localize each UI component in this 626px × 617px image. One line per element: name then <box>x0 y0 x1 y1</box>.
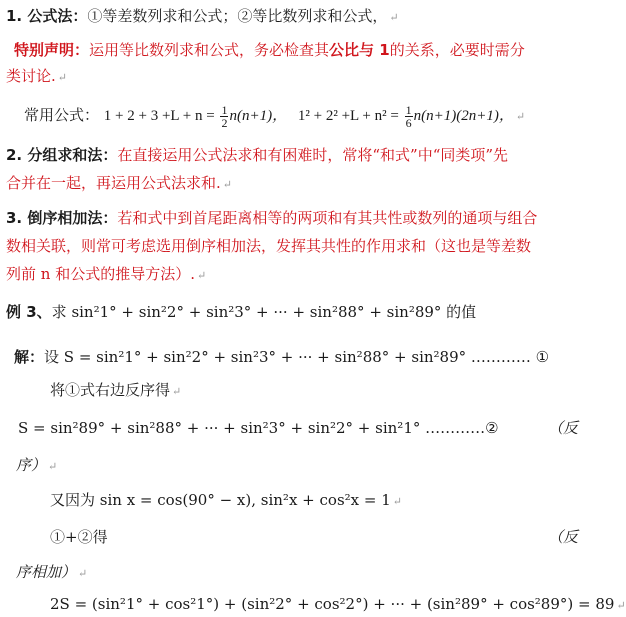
return-mark: ↵ <box>392 495 402 508</box>
solution-line-5 <box>50 490 402 512</box>
section-1-formula-method <box>6 6 399 28</box>
fraction-one-half <box>220 104 228 129</box>
solution-step-3-tail: （反 <box>548 419 579 437</box>
solution-line-3-tail <box>548 418 578 438</box>
section-3-line-3 <box>6 264 206 286</box>
section-2-line-2 <box>6 173 232 195</box>
common-formulas-label: 常用公式： <box>24 106 100 124</box>
solution-line-4 <box>16 455 57 477</box>
special-note-label: 特别声明： <box>14 41 90 59</box>
solution-step-7: 序相加） <box>16 563 77 581</box>
section-3-text: 若和式中到首尾距离相等的两项和有其共性或数列的通项与组合 <box>117 209 538 227</box>
solution-line-1 <box>14 347 549 367</box>
section-3-line-2 <box>6 236 531 256</box>
solution-label: 解： <box>14 348 45 366</box>
formula-sum-squares-right: n(n+1)(2n+1)， <box>413 108 514 124</box>
fraction-denominator: 6 <box>405 115 412 130</box>
solution-line-3 <box>18 418 499 438</box>
special-note-text: 运用等比数列求和公式，务必检查其 <box>89 41 330 59</box>
solution-step-1: 设 S = sin²1° + sin²2° + sin²3° + ··· + sin²88° + sin²89° ………… ① <box>44 348 550 366</box>
example-3 <box>6 302 476 322</box>
fraction-denominator: 2 <box>221 115 228 130</box>
special-note-line-1 <box>14 40 525 60</box>
example-question: 求 sin²1° + sin²2° + sin²3° + ··· + sin²88° + sin²89° 的值 <box>51 303 477 321</box>
return-mark: ↵ <box>48 460 58 473</box>
return-mark: ↵ <box>57 71 67 84</box>
solution-step-6: ①+②得 <box>50 528 108 546</box>
section-3-heading: 3. 倒序相加法： <box>6 209 118 227</box>
return-mark: ↵ <box>222 178 232 191</box>
solution-line-6 <box>50 527 108 547</box>
formula-sum-squares-left: 1² + 2² +L + n² = <box>297 108 399 124</box>
return-mark: ↵ <box>616 599 626 612</box>
solution-step-5: 又因为 sin x = cos(90° − x), sin²x + cos²x = 1 <box>50 491 391 509</box>
solution-step-8: 2S = (sin²1° + cos²1°) + (sin²2° + cos²2°) + ··· + (sin²89° + cos²89°) = 89 <box>50 595 615 613</box>
section-2-text-2: 合并在一起，再运用公式法求和. <box>6 174 221 192</box>
special-note-emphasis: 公比与 1 <box>329 41 390 59</box>
section-3-text-2: 数相关联，则常可考虑选用倒序相加法，发挥其共性的作用求和（这也是等差数 <box>6 237 532 255</box>
solution-step-6-tail: （反 <box>548 528 579 546</box>
solution-step-2: 将①式右边反序得 <box>50 381 171 399</box>
return-mark: ↵ <box>196 269 207 282</box>
solution-line-7 <box>16 562 87 584</box>
return-mark: ↵ <box>389 11 399 24</box>
solution-line-6-tail <box>548 527 578 547</box>
return-mark: ↵ <box>172 385 182 398</box>
section-1-text: ①等差数列求和公式；②等比数列求和公式， <box>87 7 388 25</box>
solution-line-8 <box>50 594 626 616</box>
section-2-line-1 <box>6 145 508 165</box>
return-mark: ↵ <box>78 567 88 580</box>
fraction-one-sixth <box>405 104 413 129</box>
return-mark: ↵ <box>515 110 526 123</box>
section-3-line-1 <box>6 208 537 228</box>
fraction-numerator: 1 <box>221 102 228 117</box>
solution-line-2 <box>50 380 181 402</box>
section-3-text-3: 列前 n 和公式的推导方法）. <box>6 265 195 283</box>
formula-sum-n-left: 1 + 2 + 3 +L + n = <box>103 108 215 124</box>
solution-step-4: 序） <box>16 456 47 474</box>
special-note-text-2: 的关系，必要时需分 <box>389 41 525 59</box>
section-2-heading: 2. 分组求和法： <box>6 146 118 164</box>
example-label: 例 3、 <box>6 303 52 321</box>
special-note-line-2 <box>6 66 67 88</box>
section-1-heading: 1. 公式法： <box>6 7 88 25</box>
section-2-text: 在直接运用公式法求和有困难时，常将“和式”中“同类项”先 <box>117 146 509 164</box>
common-formulas <box>24 102 525 130</box>
solution-step-3: S = sin²89° + sin²88° + ··· + sin²3° + sin²2° + sin²1° …………② <box>18 419 499 437</box>
fraction-numerator: 1 <box>405 102 412 117</box>
special-note-text-3: 类讨论. <box>6 67 56 85</box>
formula-sum-n-right: n(n+1)， <box>229 108 288 124</box>
